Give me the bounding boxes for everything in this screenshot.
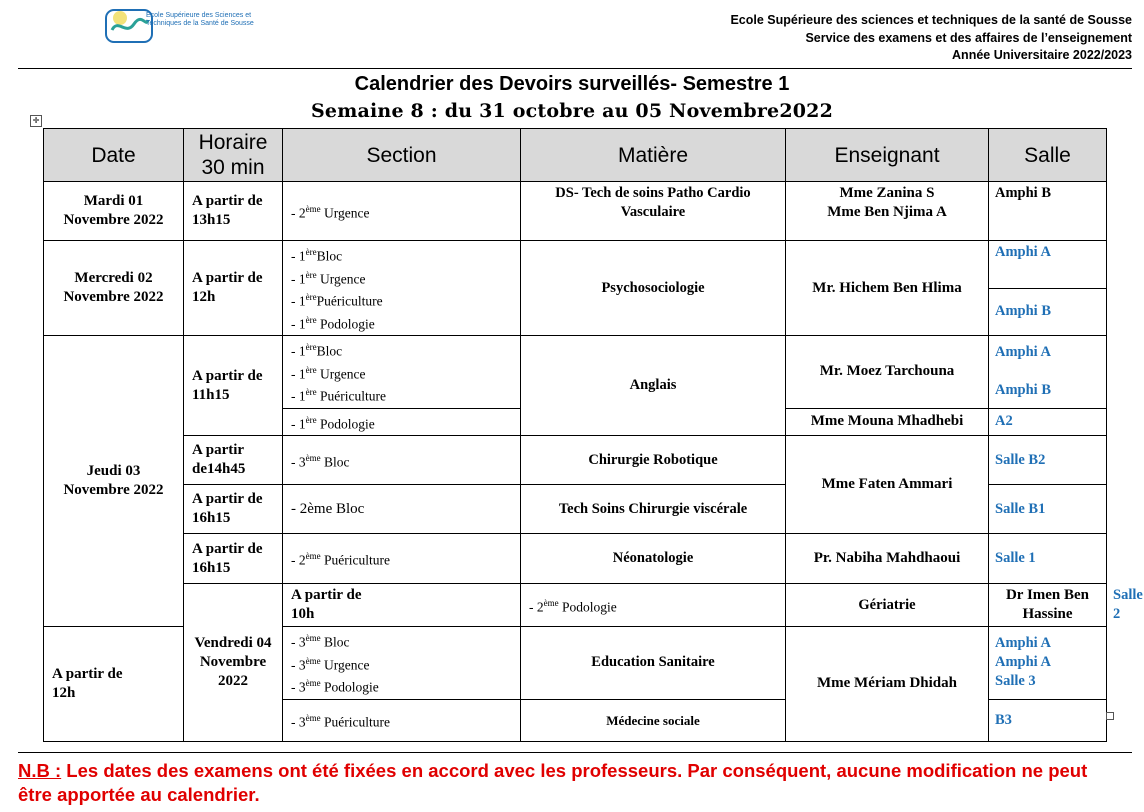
horaire-cell: [184, 485, 283, 534]
header-line-year: Année Universitaire 2022/2023: [952, 48, 1132, 62]
section-line: - 1ère Puériculture: [291, 387, 386, 404]
date-line: Jeudi 03: [86, 463, 141, 479]
enseignant-cell: Mme Mouna Mhadhebi: [786, 408, 989, 436]
horaire-line: 16h15: [192, 510, 231, 526]
col-header-salle: Salle: [989, 129, 1107, 182]
enseignant-cell: Mme Mériam Dhidah: [786, 627, 989, 742]
exam-schedule-table: [43, 128, 1143, 742]
horaire-line: A partir de: [192, 270, 263, 286]
section-cell: [283, 699, 521, 741]
page-subtitle: Semaine 8 : du 31 octobre au 05 Novembre2022: [310, 100, 833, 122]
date-line: Vendredi 04: [194, 634, 272, 651]
footer-divider: [18, 752, 1132, 753]
horaire-line: A partir de: [291, 587, 362, 603]
salle-line: Salle 3: [995, 673, 1036, 690]
col-header-section: Section: [283, 129, 521, 182]
matiere-cell: Psychosociologie: [521, 241, 786, 336]
horaire-line: de14h45: [192, 461, 246, 477]
section-line: - 2ème Podologie: [529, 597, 617, 615]
enseignant-cell: Mme Faten Ammari: [786, 436, 989, 534]
footnote-text: Les dates des examens ont été fixées en accord avec les professeurs. Par conséquent, aucune modification ne peut être apportée au calendrier.: [18, 760, 1088, 805]
salle-cell: Salle 1: [989, 534, 1107, 584]
horaire-cell: [184, 241, 283, 336]
matiere-cell: Néonatologie: [521, 534, 786, 584]
table-row: [44, 241, 1107, 289]
section-cell: [283, 182, 521, 241]
logo-text: [146, 12, 254, 28]
horaire-cell: [184, 182, 283, 241]
salle-cell: A2: [989, 408, 1107, 436]
salle-cell: Salle B2: [989, 436, 1107, 485]
salle-line: Amphi A: [995, 635, 1052, 652]
enseignant-cell: Pr. Nabiha Mahdhaoui: [786, 534, 989, 584]
section-cell: [521, 584, 786, 627]
section-cell: - 2ème Bloc: [283, 485, 521, 534]
date-line: Novembre 2022: [63, 482, 164, 498]
section-line: - 3ème Urgence: [291, 655, 370, 672]
salle-cell: [989, 336, 1107, 409]
enseignant-cell: Mr. Moez Tarchouna: [786, 336, 989, 409]
horaire-line: A partir de: [52, 665, 123, 682]
logo-text-line: Ecole Supérieure des Sciences et: [146, 12, 252, 19]
section-line: - 1ère Urgence: [291, 364, 366, 381]
section-cell: [283, 627, 521, 700]
logo-text-line: Techniques de la Santé de Sousse: [146, 20, 254, 27]
section-cell: [283, 408, 521, 436]
col-header-horaire-line: 30 min: [201, 156, 265, 179]
table-row: [44, 534, 1107, 584]
col-header-date: Date: [44, 129, 184, 182]
table-header-row: [44, 129, 1107, 182]
section-line: - 3ème Bloc: [291, 633, 350, 650]
matiere-cell: Médecine sociale: [521, 699, 786, 741]
matiere-cell: Gériatrie: [786, 584, 989, 627]
horaire-line: 13h15: [192, 212, 231, 228]
col-header-matiere: Matière: [521, 129, 786, 182]
salle-cell: [989, 627, 1107, 700]
table-row: [44, 182, 1107, 241]
footnote-label: N.B :: [18, 760, 62, 781]
horaire-line: 12h: [192, 289, 216, 305]
salle-cell: Amphi B: [989, 288, 1107, 336]
horaire-cell: [184, 436, 283, 485]
date-line: Novembre 2022: [63, 289, 164, 305]
section-line: - 1ère Urgence: [291, 269, 366, 286]
page-title: Calendrier des Devoirs surveillés- Semestre 1: [354, 73, 790, 95]
horaire-line: 11h15: [192, 386, 230, 403]
section-line: - 3ème Puériculture: [291, 712, 390, 730]
section-line: - 1ère Podologie: [291, 414, 375, 431]
matiere-cell: Education Sanitaire: [521, 627, 786, 700]
enseignant-cell: Mr. Hichem Ben Hlima: [786, 241, 989, 336]
horaire-line: 16h15: [192, 559, 231, 576]
horaire-line: A partir de: [192, 367, 263, 384]
section-line: - 1èreBloc: [291, 247, 343, 264]
enseignant-line: Mme Zanina S: [839, 185, 935, 201]
horaire-cell: [184, 336, 283, 436]
section-line: - 2ème Urgence: [291, 203, 370, 221]
date-line: Novembre 2022: [199, 653, 267, 689]
col-header-horaire: [184, 129, 283, 182]
col-header-enseignant: Enseignant: [786, 129, 989, 182]
section-line: - 1èreBloc: [291, 342, 343, 359]
section-cell: [283, 534, 521, 584]
institution-header: [730, 12, 1132, 65]
footnote: [18, 759, 1118, 807]
salle-cell: B3: [989, 699, 1107, 741]
salle-cell: Salle B1: [989, 485, 1107, 534]
date-cell: [184, 584, 283, 742]
horaire-line: A partir: [192, 442, 245, 458]
header-line-school: Ecole Supérieure des sciences et techniques de la santé de Sousse: [730, 13, 1132, 27]
section-line: - 3ème Podologie: [291, 678, 379, 695]
salle-cell: Amphi A: [989, 241, 1107, 289]
horaire-line: 10h: [291, 606, 315, 622]
matiere-cell: Anglais: [521, 336, 786, 436]
matiere-cell: DS- Tech de soins Patho Cardio Vasculaire: [521, 182, 786, 241]
horaire-line: A partir de: [192, 193, 263, 209]
horaire-line: A partir de: [192, 540, 263, 557]
table-move-handle-icon[interactable]: ✛: [30, 115, 42, 127]
section-line: - 2ème Puériculture: [291, 551, 390, 568]
salle-cell: Amphi B: [989, 182, 1107, 241]
table-row: [44, 336, 1107, 409]
salle-line: Amphi B: [995, 382, 1052, 399]
header-divider: [18, 68, 1132, 69]
section-cell: [283, 241, 521, 336]
horaire-cell: [283, 584, 521, 627]
section-line: - 3ème Bloc: [291, 452, 350, 470]
horaire-cell: [184, 534, 283, 584]
horaire-line: A partir de: [192, 491, 263, 507]
date-line: Novembre 2022: [63, 212, 164, 228]
matiere-cell: Chirurgie Robotique: [521, 436, 786, 485]
section-cell: [283, 436, 521, 485]
salle-line: Amphi A: [995, 344, 1052, 361]
enseignant-cell: [786, 182, 989, 241]
date-cell: [44, 241, 184, 336]
enseignant-line: Mme Ben Njima A: [827, 204, 947, 220]
matiere-cell: Tech Soins Chirurgie viscérale: [521, 485, 786, 534]
date-cell: [44, 182, 184, 241]
header-line-service: Service des examens et des affaires de l’enseignement: [805, 30, 1132, 45]
section-line: - 1ère Podologie: [291, 314, 375, 331]
col-header-horaire-line: Horaire: [198, 131, 268, 154]
table-resize-handle-icon[interactable]: [1106, 712, 1114, 720]
enseignant-cell: Dr Imen Ben Hassine: [989, 584, 1107, 627]
salle-line: Amphi A: [995, 654, 1052, 671]
date-line: Mardi 01: [83, 193, 144, 209]
section-line: - 1èrePuériculture: [291, 292, 383, 309]
table-row: [44, 436, 1107, 485]
table-row: Vendredi 04 Novembre 2022 A partir de 10h - 2ème Podologie Gériatrie Dr Imen Ben Hassine Salle 2: [44, 584, 1107, 627]
horaire-cell: [44, 627, 184, 742]
horaire-line: 12h: [52, 684, 76, 701]
date-cell: [44, 336, 184, 627]
section-cell: [283, 336, 521, 409]
date-line: Mercredi 02: [74, 270, 153, 286]
